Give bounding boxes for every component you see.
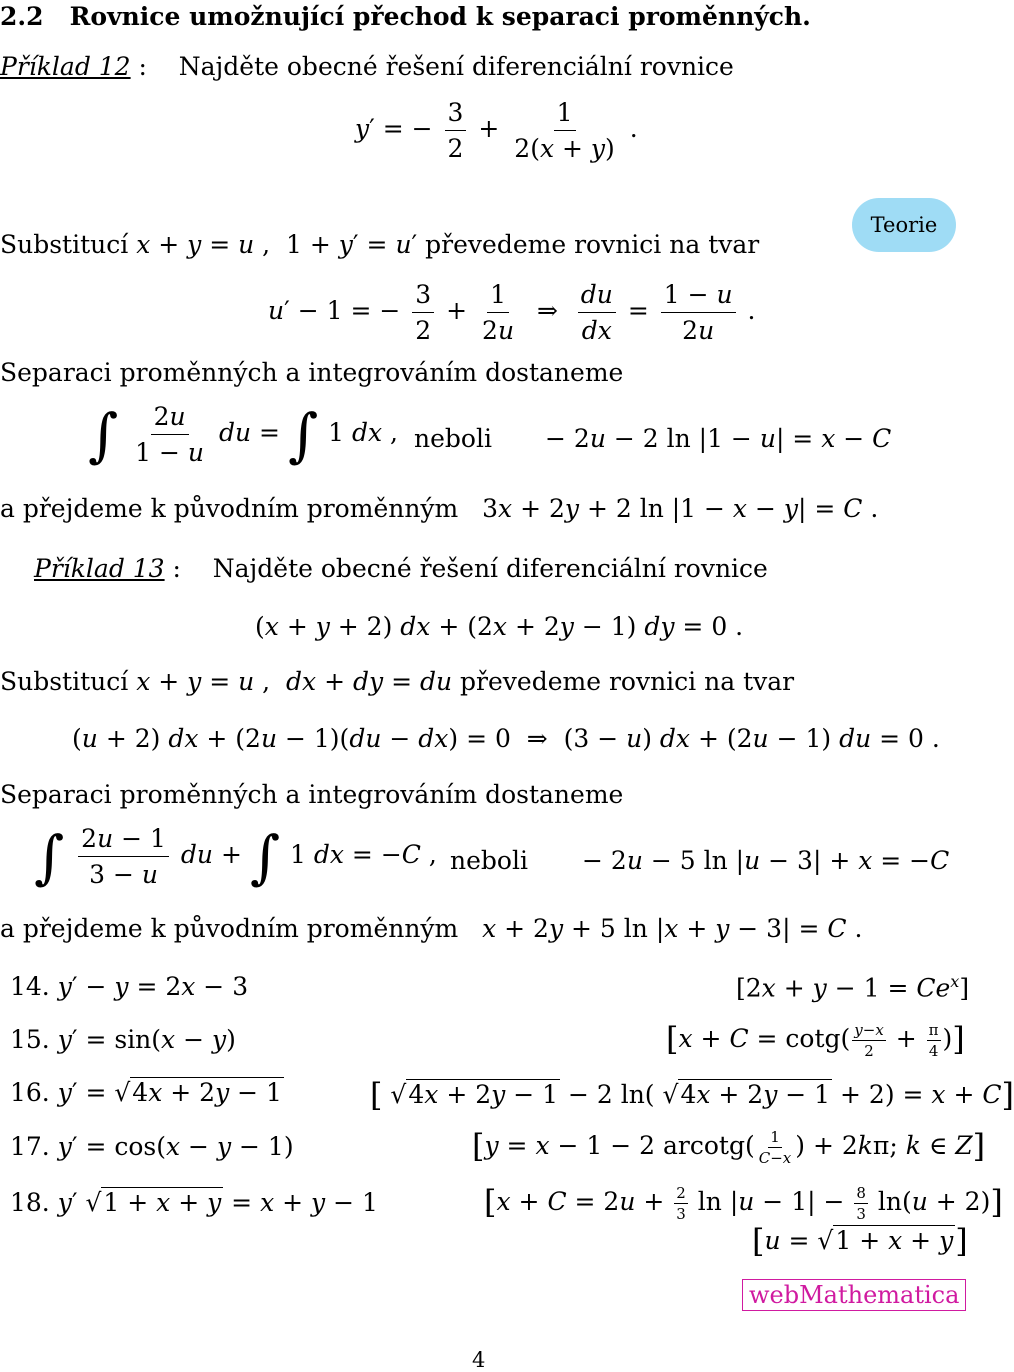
section-title: Rovnice umožnující přechod k separaci proměnných. — [69, 2, 811, 31]
exercise-14: 14. y′ − y = 2x − 3 — [10, 972, 249, 1001]
exercise-16-number: 16. — [10, 1078, 50, 1107]
webmathematica-link[interactable] — [742, 1280, 966, 1309]
example-12-prompt: Najděte obecné řešení diferenciální rovnice — [178, 52, 734, 81]
example-13-substitution: Substitucí x + y = u , dx + dy = du převedeme rovnici na tvar — [0, 667, 795, 696]
exercise-18-answer-2: [u = √1 + x + y] — [752, 1222, 968, 1260]
section-heading — [0, 2, 811, 31]
example-13-separation-text: Separaci proměnných a integrováním dostaneme — [0, 780, 624, 809]
example-12-back: a přejdeme k původním proměnným 3x + 2y + 2 ln |1 − x − y| = C . — [0, 494, 879, 523]
exercise-18-answer-1: [x + C = 2u + $\frac{2}{3}$ ln |u − 1| − $\frac{8}{3}$ ln(u + 2)] — [484, 1183, 1003, 1223]
example-13-integral-result: − 2u − 5 ln |u − 3| + x = −C — [582, 846, 950, 875]
exercise-15-number: 15. — [10, 1025, 50, 1054]
example-12-neboli: neboli — [414, 424, 492, 453]
exercise-15-answer: [x + C = cotg( $\frac{y-x}{2}$ + $\frac{\pi}{4}$ )] — [666, 1020, 965, 1060]
exercise-17: 17. y′ = cos(x − y − 1) — [10, 1132, 294, 1161]
example-12-equation: y′ = − $\frac{3}{2}$ + $\frac{1}{2(x + y)}$ . — [355, 98, 638, 163]
section-number: 2.2 — [0, 2, 44, 31]
exercise-15: 15. y′ = sin(x − y) — [10, 1025, 236, 1054]
page-number: 4 — [472, 1348, 486, 1372]
example-13-prompt: Najděte obecné řešení diferenciální rovnice — [212, 554, 768, 583]
example-13-transformed: (u + 2) dx + (2u − 1)(du − dx) = 0 ⇒ (3 − u) dx + (2u − 1) du = 0 . — [72, 724, 940, 753]
example-13-equation: (x + y + 2) dx + (2x + 2y − 1) dy = 0 . — [255, 612, 744, 641]
example-13-header: Příklad 13 : Najděte obecné řešení diferenciální rovnice — [34, 554, 768, 583]
example-12-integral: ∫ $\frac{2u}{1 - u}$ du = ∫ 1 dx , — [88, 400, 398, 469]
example-12-label[interactable]: Příklad 12 — [0, 52, 131, 81]
example-13-integral: ∫ $\frac{2u - 1}{3 - u}$ du + ∫ 1 dx = −C , — [34, 822, 437, 891]
teorie-button-label[interactable]: Teorie — [852, 198, 956, 252]
exercise-16-answer: [ √4x + 2y − 1 − 2 ln( √4x + 2y − 1 + 2) = x + C] — [370, 1076, 1014, 1114]
exercise-14-answer: $[2x + y - 1 = Ce^x]$ — [736, 972, 970, 1003]
example-12-header: Příklad 12 : Najděte obecné řešení diferenciální rovnice — [0, 52, 734, 81]
exercise-17-number: 17. — [10, 1132, 50, 1161]
teorie-button[interactable] — [852, 198, 956, 252]
example-12-integral-result: − 2u − 2 ln |1 − u| = x − C — [545, 424, 892, 453]
example-13-label[interactable]: Příklad 13 — [34, 554, 165, 583]
exercise-17-answer: [y = x − 1 − 2 arcotg( $\frac{1}{C-x}$ ) + 2kπ; k ∈ Z] — [472, 1127, 986, 1167]
example-12-transformed: u′ − 1 = − $\frac{3}{2}$ + $\frac{1}{2u}$ ⇒ $\frac{du}{dx}$ = $\frac{1 - u}{2u}$ . — [268, 280, 756, 345]
exercise-18-number: 18. — [10, 1188, 50, 1217]
exercise-16: 16. y′ = √4x + 2y − 1 — [10, 1078, 282, 1107]
example-13-back: a přejdeme k původním proměnným x + 2y + 5 ln |x + y − 3| = C . — [0, 914, 863, 943]
example-12-substitution: Substitucí x + y = u , 1 + y′ = u′ převedeme rovnici na tvar — [0, 230, 760, 259]
example-12-separation-text: Separaci proměnných a integrováním dostaneme — [0, 358, 624, 387]
exercise-14-number: 14. — [10, 972, 50, 1001]
example-13-neboli: neboli — [450, 846, 528, 875]
webmathematica-label[interactable]: webMathematica — [742, 1279, 966, 1311]
exercise-18: 18. y′ √1 + x + y = x + y − 1 — [10, 1188, 378, 1217]
